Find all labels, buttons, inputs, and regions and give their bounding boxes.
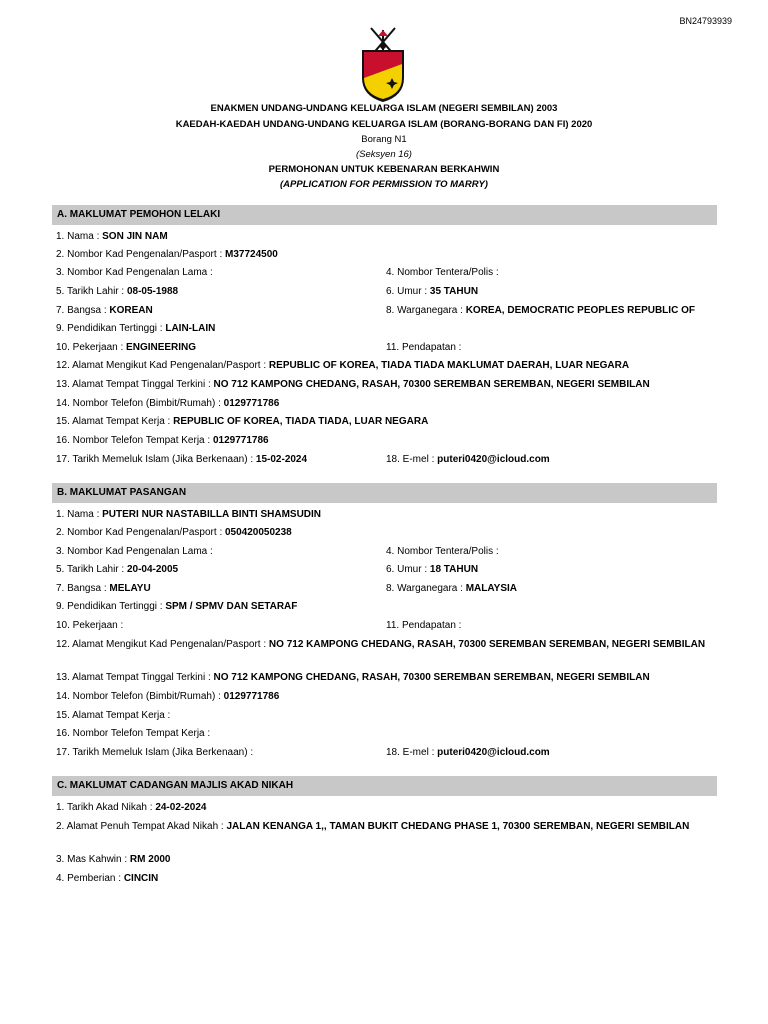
section-a-heading: A. MAKLUMAT PEMOHON LELAKI [52,205,717,225]
b-field-passport: 2. Nombor Kad Pengenalan/Pasport : 050420050238 [56,527,292,538]
b-field-current-address: 13. Alamat Tempat Tinggal Terkini : NO 712 KAMPONG CHEDANG, RASAH, 70300 SEREMBAN SEREMBAN, NEGERI SEMBILAN [56,672,650,683]
a-field-name: 1. Nama : SON JIN NAM [56,231,168,242]
b-field-race: 7. Bangsa : MELAYU [56,583,151,594]
c-field-dowry: 3. Mas Kahwin : RM 2000 [56,854,171,865]
b-field-email: 18. E-mel : puteri0420@icloud.com [386,747,550,758]
state-crest-logo [356,26,410,104]
a-field-conversion-date: 17. Tarikh Memeluk Islam (Jika Berkenaan) : 15-02-2024 [56,454,308,465]
b-field-occupation: 10. Pekerjaan : [56,620,124,631]
section-reference: (Seksyen 16) [356,149,412,160]
form-title: PERMOHONAN UNTUK KEBENARAN BERKAHWIN [268,164,500,175]
c-field-nikah-address: 2. Alamat Penuh Tempat Akad Nikah : JALAN KENANGA 1,, TAMAN BUKIT CHEDANG PHASE 1, 70300 SEREMBAN, NEGERI SEMBILAN [56,821,690,832]
b-field-military-police: 4. Nombor Tentera/Polis : [386,546,499,557]
a-field-passport: 2. Nombor Kad Pengenalan/Pasport : M37724500 [56,249,278,260]
a-field-email: 18. E-mel : puteri0420@icloud.com [386,454,550,465]
b-field-nationality: 8. Warganegara : MALAYSIA [386,583,517,594]
form-number: Borang N1 [361,134,407,145]
b-field-phone: 14. Nombor Telefon (Bimbit/Rumah) : 0129771786 [56,691,280,702]
a-field-work-address: 15. Alamat Tempat Kerja : REPUBLIC OF KOREA, TIADA TIADA, LUAR NEGARA [56,416,429,427]
b-field-dob: 5. Tarikh Lahir : 20-04-2005 [56,564,179,575]
b-field-education: 9. Pendidikan Tertinggi : SPM / SPMV DAN SETARAF [56,601,298,612]
b-field-old-ic: 3. Nombor Kad Pengenalan Lama : [56,546,213,557]
a-field-occupation: 10. Pekerjaan : ENGINEERING [56,342,197,353]
b-field-work-phone: 16. Nombor Telefon Tempat Kerja : [56,728,211,739]
b-field-name: 1. Nama : PUTERI NUR NASTABILLA BINTI SHAMSUDIN [56,509,322,520]
a-field-age: 6. Umur : 35 TAHUN [386,286,479,297]
form-subtitle: (APPLICATION FOR PERMISSION TO MARRY) [280,179,488,190]
a-field-race: 7. Bangsa : KOREAN [56,305,153,316]
c-field-gift: 4. Pemberian : CINCIN [56,873,159,884]
a-field-military-police: 4. Nombor Tentera/Polis : [386,267,499,278]
a-field-work-phone: 16. Nombor Telefon Tempat Kerja : 0129771786 [56,435,269,446]
b-field-conversion-date: 17. Tarikh Memeluk Islam (Jika Berkenaan) : [56,747,254,758]
b-field-age: 6. Umur : 18 TAHUN [386,564,479,575]
section-c-heading: C. MAKLUMAT CADANGAN MAJLIS AKAD NIKAH [52,776,717,796]
section-b-heading: B. MAKLUMAT PASANGAN [52,483,717,503]
a-field-nationality: 8. Warganegara : KOREA, DEMOCRATIC PEOPLES REPUBLIC OF [386,305,695,316]
c-field-nikah-date: 1. Tarikh Akad Nikah : 24-02-2024 [56,802,207,813]
enactment-title: ENAKMEN UNDANG-UNDANG KELUARGA ISLAM (NEGERI SEMBILAN) 2003 [210,103,558,114]
a-field-education: 9. Pendidikan Tertinggi : LAIN-LAIN [56,323,216,334]
a-field-ic-address: 12. Alamat Mengikut Kad Pengenalan/Pasport : REPUBLIC OF KOREA, TIADA TIADA MAKLUMAT DAERAH, LUAR NEGARA [56,360,630,371]
a-field-current-address: 13. Alamat Tempat Tinggal Terkini : NO 712 KAMPONG CHEDANG, RASAH, 70300 SEREMBAN SEREMBAN, NEGERI SEMBILAN [56,379,650,390]
a-field-income: 11. Pendapatan : [386,342,462,353]
b-field-income: 11. Pendapatan : [386,620,462,631]
reference-number: BN24793939 [679,16,732,26]
b-field-ic-address: 12. Alamat Mengikut Kad Pengenalan/Pasport : NO 712 KAMPONG CHEDANG, RASAH, 70300 SEREMBAN SEREMBAN, NEGERI SEMBILAN [56,639,706,650]
a-field-dob: 5. Tarikh Lahir : 08-05-1988 [56,286,179,297]
rules-title: KAEDAH-KAEDAH UNDANG-UNDANG KELUARGA ISLAM (BORANG-BORANG DAN FI) 2020 [175,119,593,130]
b-field-work-address: 15. Alamat Tempat Kerja : [56,710,171,721]
a-field-phone: 14. Nombor Telefon (Bimbit/Rumah) : 0129771786 [56,398,280,409]
a-field-old-ic: 3. Nombor Kad Pengenalan Lama : [56,267,213,278]
